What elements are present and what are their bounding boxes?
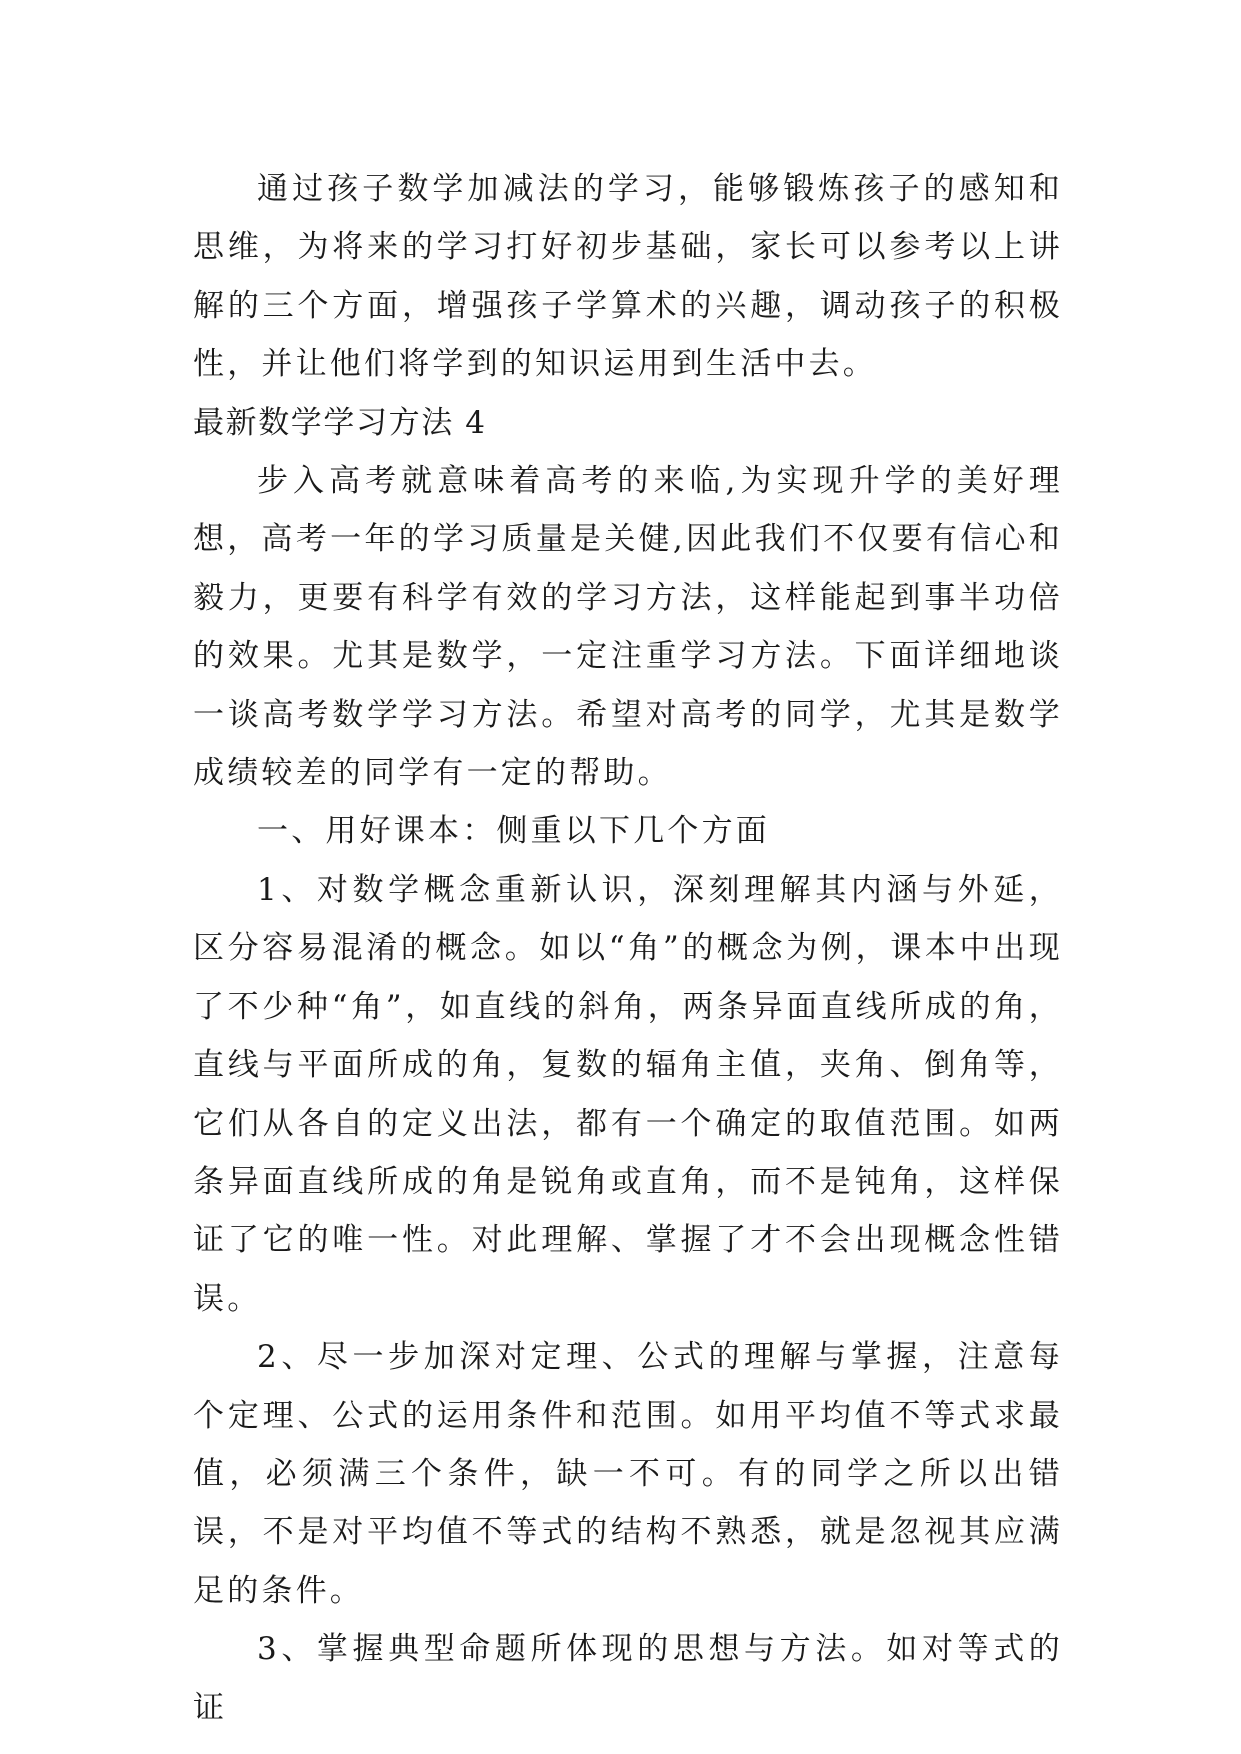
section-heading: 最新数学学习方法 4 <box>193 404 487 441</box>
document-body <box>193 160 1063 1737</box>
paragraph-point-heading: 一、用好课本：侧重以下几个方面 <box>257 813 770 850</box>
paragraph-point-2: 2、尽一步加深对定理、公式的理解与掌握，注意每个定理、公式的运用条件和范围。如用平均值不等式求最值，必须满三个条件，缺一不可。有的同学之所以出错误，不是对平均值不等式的结构不熟悉，就是忽视其应满足的条件。 <box>193 1339 1063 1609</box>
paragraph-section-intro: 步入高考就意味着高考的来临,为实现升学的美好理想，高考一年的学习质量是关健,因此我们不仅要有信心和毅力，更要有科学有效的学习方法，这样能起到事半功倍的效果。尤其是数学，一定注重学习方法。下面详细地谈一谈高考数学学习方法。希望对高考的同学，尤其是数学成绩较差的同学有一定的帮助。 <box>193 463 1063 792</box>
paragraph-intro-conclusion: 通过孩子数学加减法的学习，能够锻炼孩子的感知和思维，为将来的学习打好初步基础，家长可以参考以上讲解的三个方面，增强孩子学算术的兴趣，调动孩子的积极性，并让他们将学到的知识运用到生活中去。 <box>193 171 1063 383</box>
paragraph-point-3: 3、掌握典型命题所体现的思想与方法。如对等式的证 <box>193 1631 1063 1726</box>
paragraph-point-1: 1、对数学概念重新认识，深刻理解其内涵与外延，区分容易混淆的概念。如以“角”的概念为例，课本中出现了不少种“角”，如直线的斜角，两条异面直线所成的角，直线与平面所成的角，复数的辐角主值，夹角、倒角等，它们从各自的定义出法，都有一个确定的取值范围。如两条异面直线所成的角是锐角或直角，而不是钝角，这样保证了它的唯一性。对此理解、掌握了才不会出现概念性错误。 <box>193 871 1063 1317</box>
